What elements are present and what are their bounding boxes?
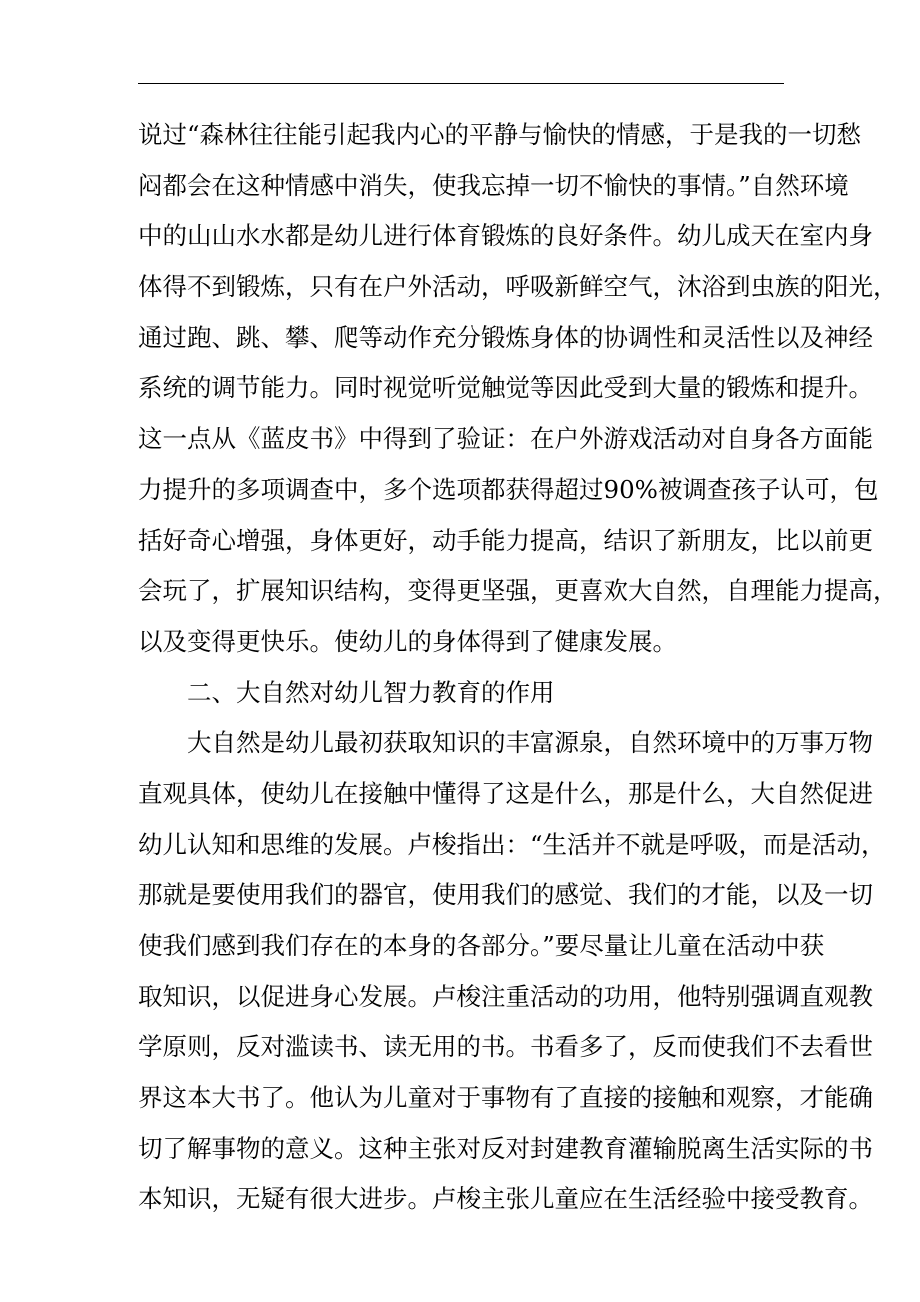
section-heading: 二、大自然对幼儿智力教育的作用 [187, 677, 555, 707]
text-line: 括好奇心增强，身体更好，动手能力提高，结识了新朋友，比以前更 [138, 525, 873, 555]
text-line: 取知识，以促进身心发展。卢梭注重活动的功用，他特别强调直观教 [138, 981, 873, 1011]
header-rule [138, 83, 784, 84]
paragraph-first-line: 大自然是幼儿最初获取知识的丰富源泉，自然环境中的万事万物 [187, 728, 873, 758]
text-line: 闷都会在这种情感中消失，使我忘掉一切不愉快的事情。”自然环境 [138, 170, 849, 200]
text-line: 通过跑、跳、攀、爬等动作充分锻炼身体的协调性和灵活性以及神经 [138, 322, 873, 352]
text-line: 界这本大书了。他认为儿童对于事物有了直接的接触和观察，才能确 [138, 1083, 873, 1113]
text-line: 直观具体，使幼儿在接触中懂得了这是什么，那是什么，大自然促进 [138, 778, 873, 808]
text-line: 这一点从《蓝皮书》中得到了验证：在户外游戏活动对自身各方面能 [138, 424, 873, 454]
body-text [138, 110, 898, 1225]
text-line: 那就是要使用我们的器官，使用我们的感觉、我们的才能，以及一切 [138, 880, 873, 910]
text-line: 体得不到锻炼，只有在户外活动，呼吸新鲜空气，沐浴到虫族的阳光， [138, 272, 898, 302]
text-line: 会玩了，扩展知识结构，变得更坚强，更喜欢大自然，自理能力提高， [138, 576, 898, 606]
text-line: 切了解事物的意义。这种主张对反对封建教育灌输脱离生活实际的书 [138, 1133, 873, 1163]
text-line: 力提升的多项调查中，多个选项都获得超过90%被调查孩子认可，包 [138, 474, 879, 504]
text-line: 系统的调节能力。同时视觉听觉触觉等因此受到大量的锻炼和提升。 [138, 373, 873, 403]
text-line: 本知识，无疑有很大进步。卢梭主张儿童应在生活经验中接受教育。 [138, 1184, 873, 1214]
text-line: 说过“森林往往能引起我内心的平静与愉快的情感，于是我的一切愁 [138, 120, 862, 149]
text-line: 中的山山水水都是幼儿进行体育锻炼的良好条件。幼儿成天在室内身 [138, 221, 873, 251]
paragraph-end-line: 以及变得更快乐。使幼儿的身体得到了健康发展。 [138, 626, 677, 656]
text-line: 学原则，反对滥读书、读无用的书。书看多了，反而使我们不去看世 [138, 1032, 873, 1062]
text-line: 幼儿认知和思维的发展。卢梭指出：“生活并不就是呼吸，而是活动， [138, 829, 886, 859]
text-line: 使我们感到我们存在的本身的各部分。”要尽量让儿童在活动中获 [138, 931, 825, 960]
